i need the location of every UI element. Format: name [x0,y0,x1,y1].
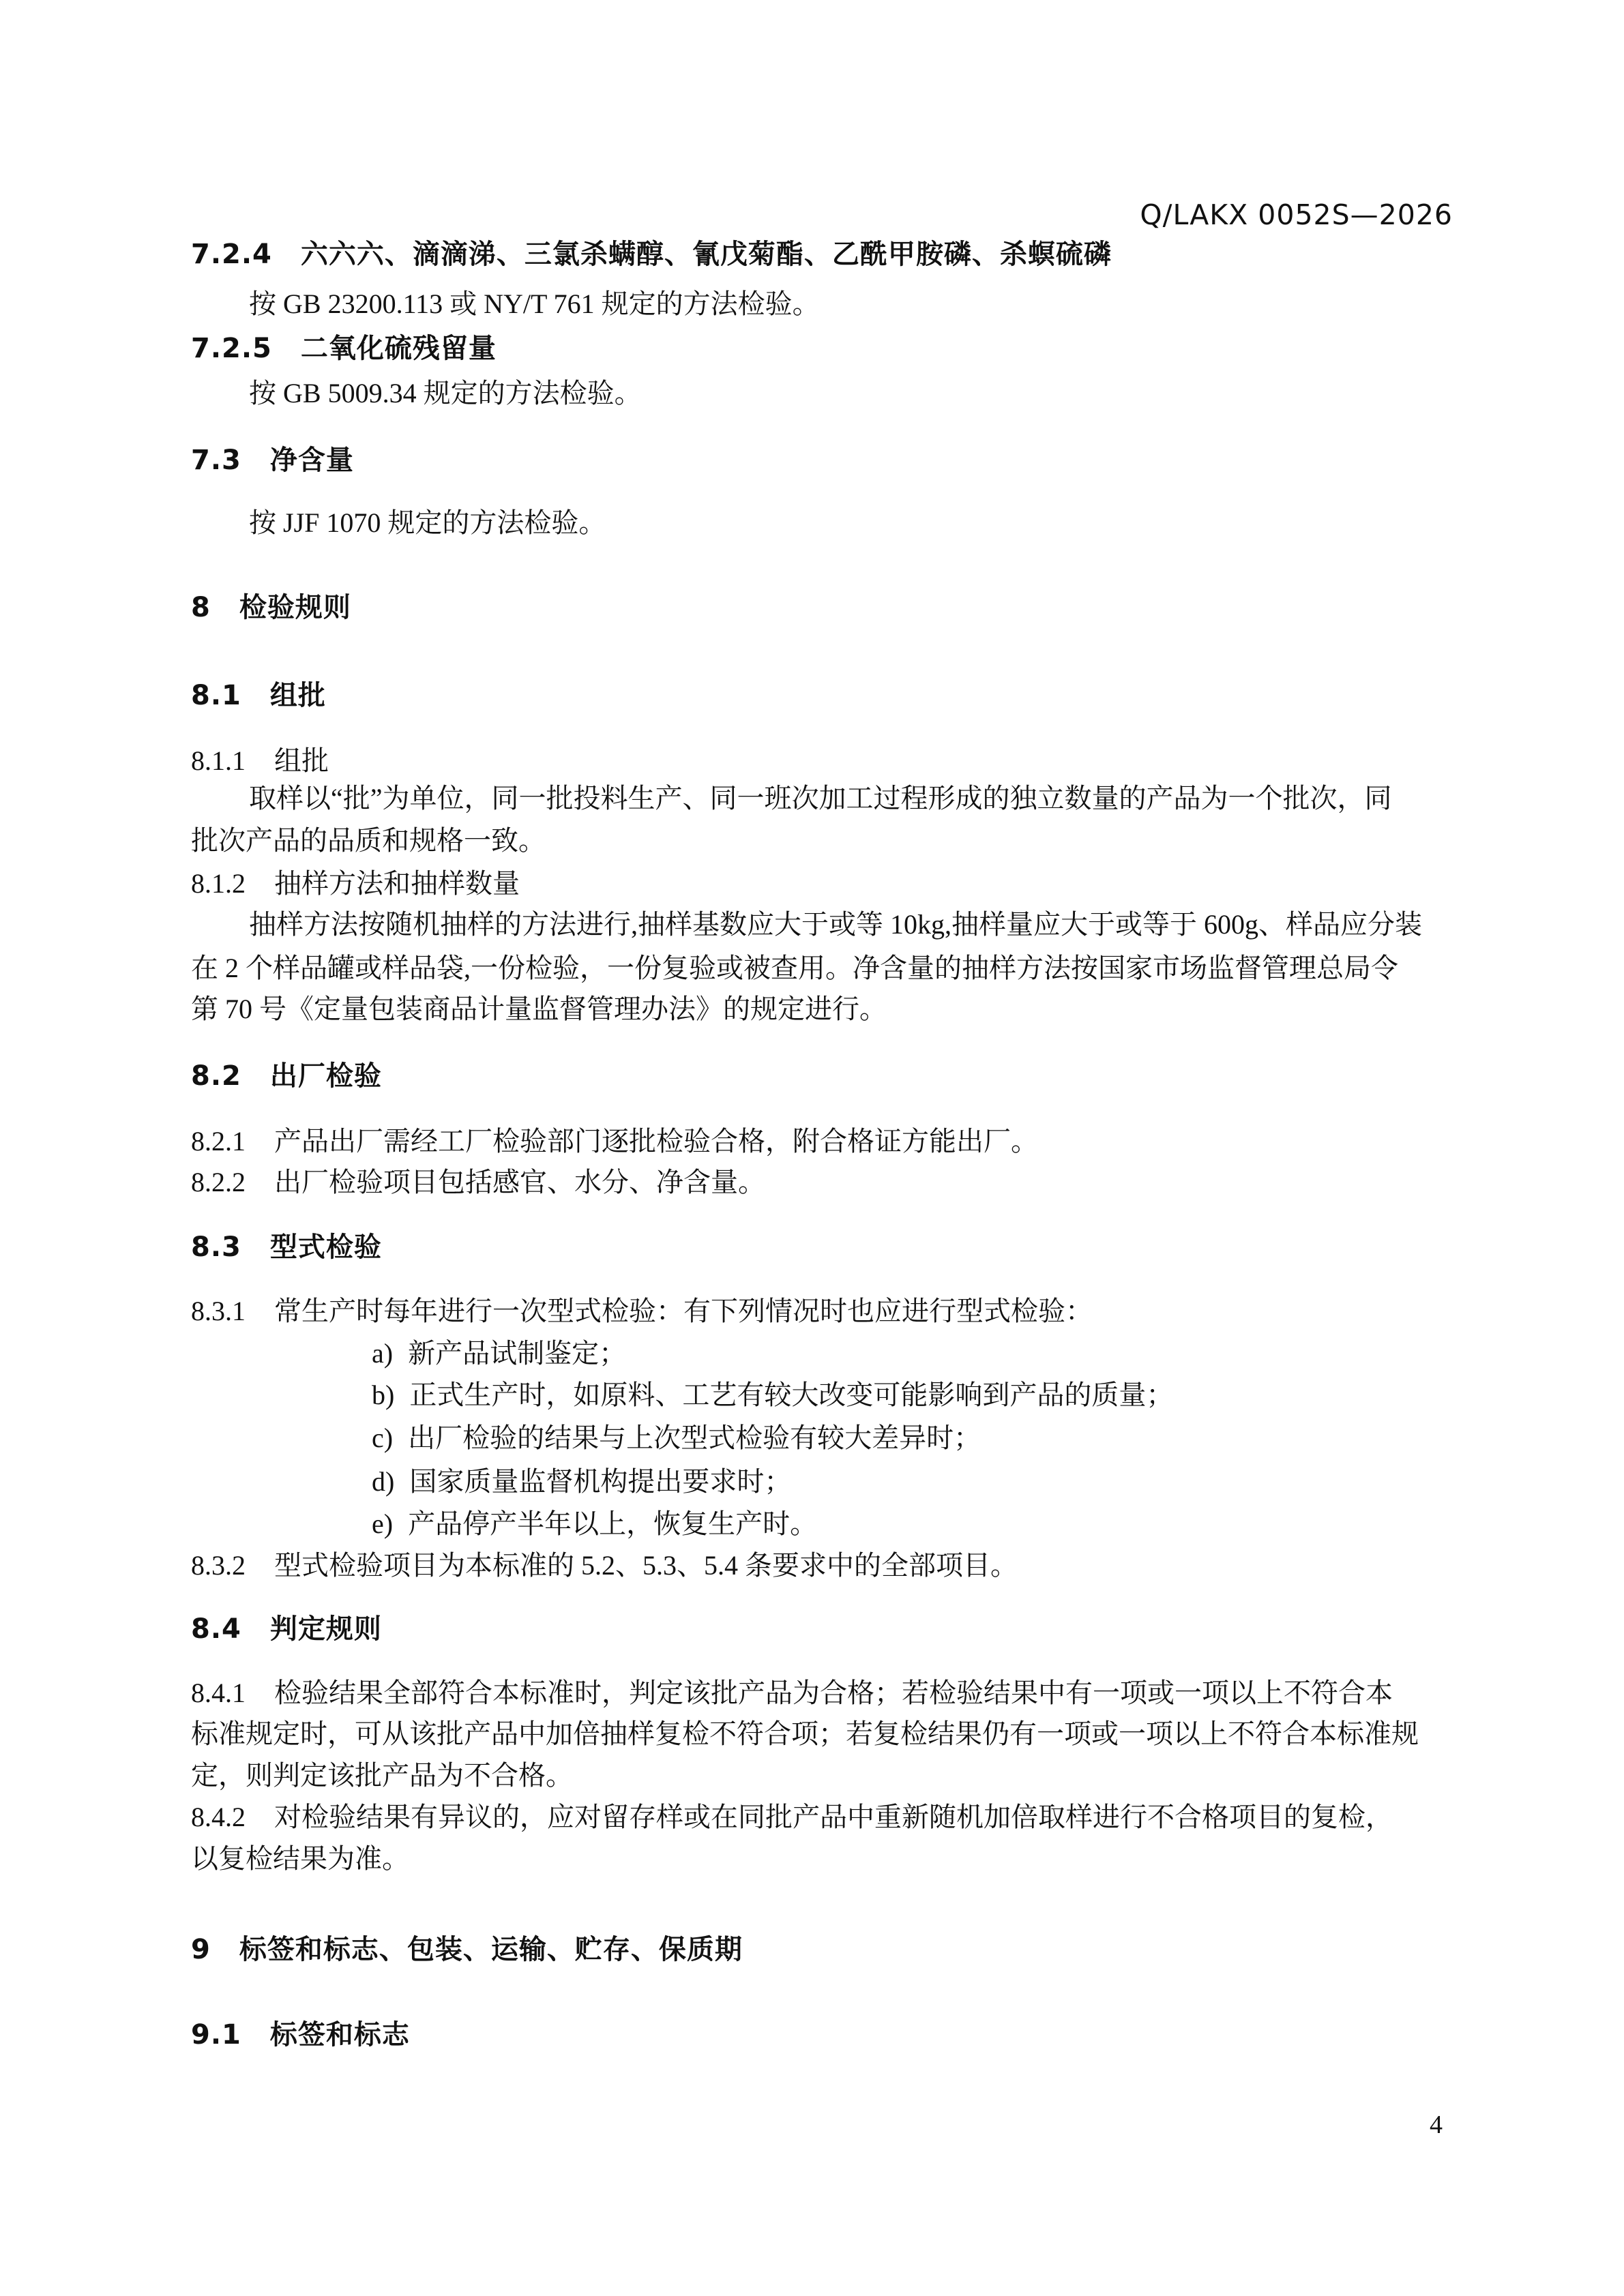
list-text: 出厂检验的结果与上次型式检验有较大差异时； [408,1422,981,1453]
list-item-b [372,1380,1173,1411]
clause-title: 净含量 [269,445,354,476]
page-number: 4 [1430,2111,1443,2139]
clause-8-4-1-line-2: 标准规定时，可从该批产品中加倍抽样复检不符合项；若复检结果仍有一项或一项以上不符合本标准规 [191,1718,1419,1749]
clause-text: 检验结果全部符合本标准时，判定该批产品为合格；若检验结果中有一项或一项以上不符合本 [274,1678,1393,1708]
list-text: 新产品试制鉴定； [408,1338,627,1369]
clause-number: 7.3 [191,445,241,476]
clause-8-4-1-line-1 [191,1678,1393,1709]
clause-number: 8 [191,592,211,623]
heading-8-1-1 [191,745,329,777]
clause-number: 8.2.1 [191,1126,246,1157]
clause-text: 产品出厂需经工厂检验部门逐批检验合格，附合格证方能出厂。 [274,1126,1038,1157]
clause-title: 检验规则 [239,592,351,623]
clause-number: 8.3.1 [191,1296,246,1326]
heading-9 [191,1934,743,1965]
clause-title: 判定规则 [269,1613,382,1645]
para-8-1-2-line-2: 在 2 个样品罐或样品袋,一份检验，一份复验或被查用。净含量的抽样方法按国家市场监督管理总局令 [191,953,1398,983]
clause-title: 型式检验 [269,1232,382,1263]
clause-title: 出厂检验 [269,1060,382,1092]
heading-8-1 [191,680,326,711]
clause-8-3-1 [191,1296,1093,1327]
clause-8-2-2 [191,1167,765,1198]
clause-number: 8.1.1 [191,745,246,776]
clause-number: 8.4 [191,1613,241,1645]
para-7-2-5: 按 GB 5009.34 规定的方法检验。 [249,378,642,408]
clause-number: 8.3.2 [191,1550,246,1581]
clause-title: 抽样方法和抽样数量 [274,868,520,899]
list-marker: c) [372,1422,394,1453]
heading-8-4 [191,1613,382,1645]
list-item-e [372,1508,817,1540]
clause-title: 标签和标志、包装、运输、贮存、保质期 [239,1934,743,1965]
para-7-3: 按 JJF 1070 规定的方法检验。 [249,507,606,538]
clause-text: 型式检验项目为本标准的 5.2、5.3、5.4 条要求中的全部项目。 [274,1550,1018,1581]
list-item-d [372,1466,791,1497]
clause-number: 8.4.1 [191,1678,246,1708]
clause-number: 9.1 [191,2019,241,2051]
clause-8-4-2-line-2: 以复检结果为准。 [191,1843,409,1874]
clause-text: 出厂检验项目包括感官、水分、净含量。 [274,1167,765,1197]
heading-8-2 [191,1060,382,1092]
para-7-2-4: 按 GB 23200.113 或 NY/T 761 规定的方法检验。 [249,288,820,319]
heading-7-2-4 [191,239,1112,270]
clause-number: 8.1 [191,680,241,711]
clause-8-3-2 [191,1550,1018,1581]
clause-text: 对检验结果有异议的，应对留存样或在同批产品中重新随机加倍取样进行不合格项目的复检， [274,1802,1393,1832]
clause-number: 8.2.2 [191,1167,246,1197]
clause-title: 组批 [274,745,329,776]
clause-number: 7.2.5 [191,333,272,364]
list-marker: a) [372,1338,394,1369]
para-8-1-1-line-2: 批次产品的品质和规格一致。 [191,825,546,856]
header-doc-code: Q/LAKX 0052S—2026 [1140,198,1453,231]
clause-number: 8.3 [191,1232,241,1263]
clause-number: 9 [191,1934,211,1965]
list-item-a [372,1338,626,1369]
heading-9-1 [191,2019,410,2051]
clause-8-4-2-line-1 [191,1802,1393,1833]
clause-8-4-1-line-3: 定，则判定该批产品为不合格。 [191,1760,573,1791]
list-marker: d) [372,1466,395,1497]
heading-8-3 [191,1232,382,1263]
heading-7-3 [191,445,354,476]
clause-title: 组批 [269,680,326,711]
clause-title: 标签和标志 [269,2019,410,2051]
clause-number: 8.1.2 [191,868,246,899]
para-8-1-2-line-1: 抽样方法按随机抽样的方法进行,抽样基数应大于或等 10kg,抽样量应大于或等于 600g、样品应分装 [249,909,1422,940]
list-marker: b) [372,1380,395,1410]
list-text: 正式生产时，如原料、工艺有较大改变可能影响到产品的质量； [409,1380,1174,1410]
heading-8 [191,592,351,623]
clause-title: 六六六、滴滴涕、三氯杀螨醇、氰戊菊酯、乙酰甲胺磷、杀螟硫磷 [300,239,1112,270]
para-8-1-2-line-3: 第 70 号《定量包装商品计量监督管理办法》的规定进行。 [191,994,887,1024]
clause-text: 常生产时每年进行一次型式检验：有下列情况时也应进行型式检验： [274,1296,1093,1326]
clause-title: 二氧化硫残留量 [300,333,497,364]
list-text: 国家质量监督机构提出要求时； [409,1466,792,1497]
list-item-c [372,1422,981,1454]
list-text: 产品停产半年以上，恢复生产时。 [408,1508,818,1539]
heading-8-1-2 [191,868,520,899]
clause-number: 8.2 [191,1060,241,1092]
clause-number: 7.2.4 [191,239,272,270]
clause-8-2-1 [191,1126,1038,1157]
para-8-1-1-line-1: 取样以“批”为单位，同一批投料生产、同一班次加工过程形成的独立数量的产品为一个批次，同 [249,783,1392,814]
heading-7-2-5 [191,333,497,364]
clause-number: 8.4.2 [191,1802,246,1832]
list-marker: e) [372,1508,394,1539]
